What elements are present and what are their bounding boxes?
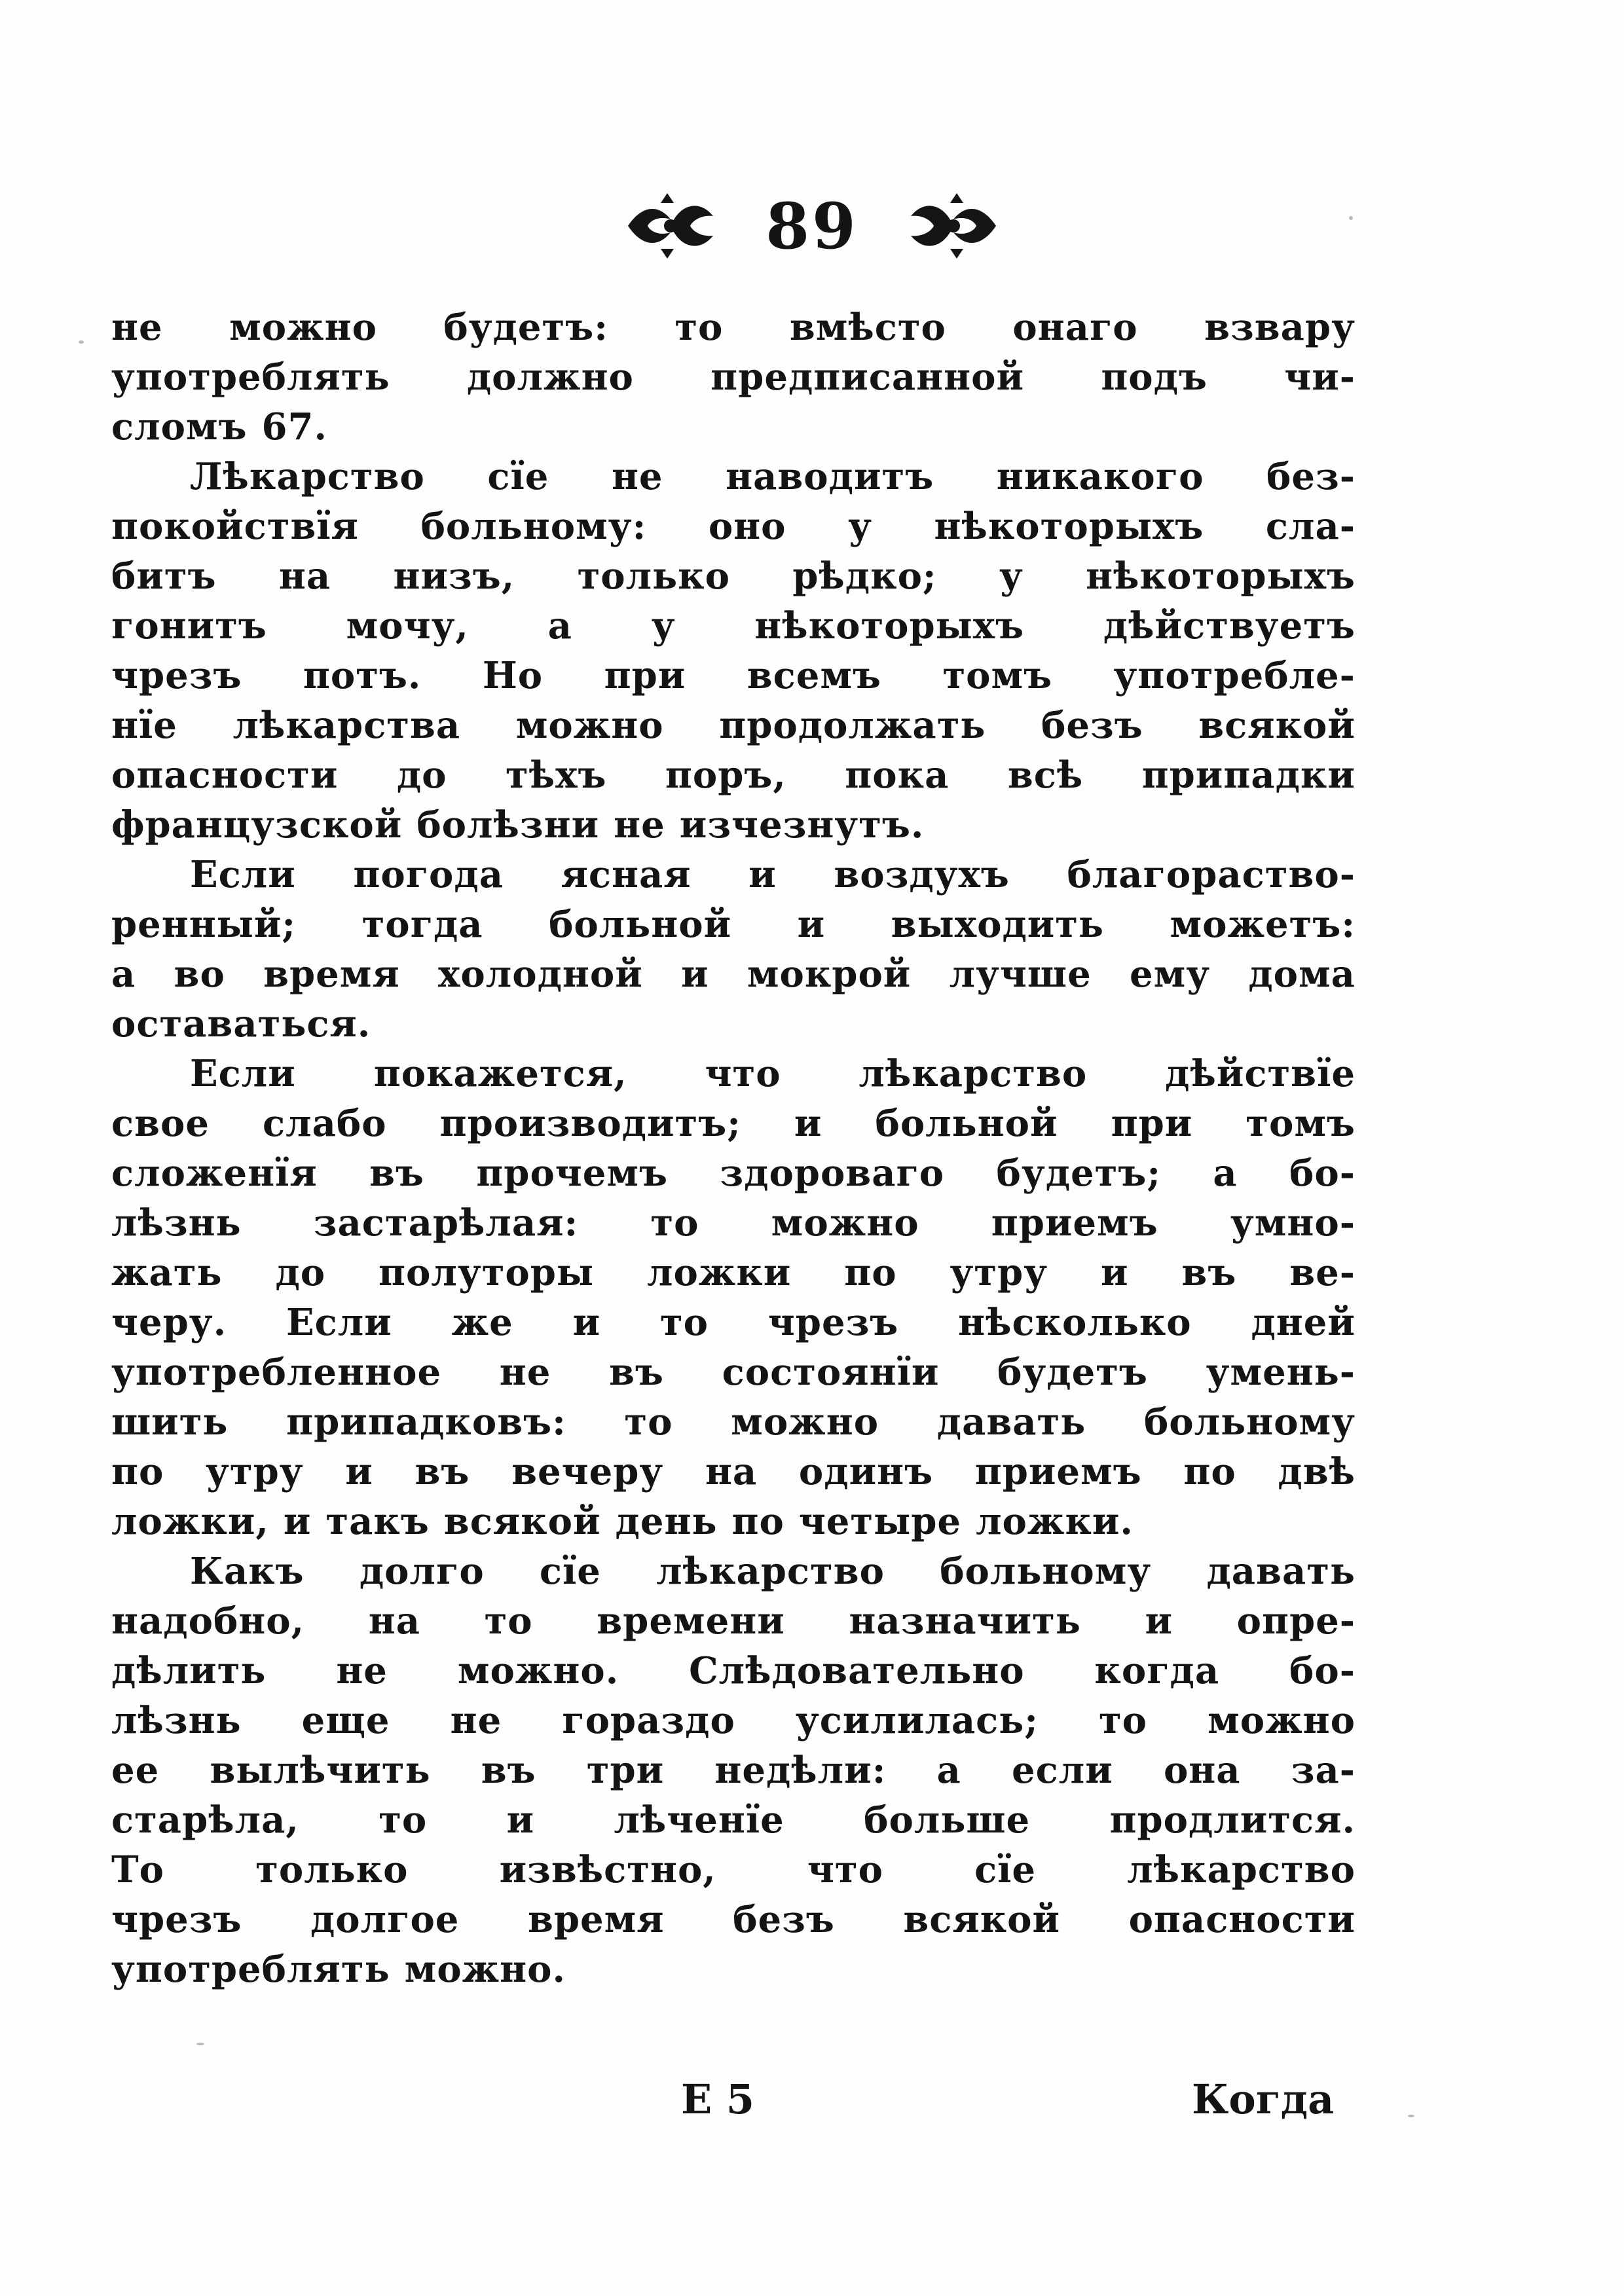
text-line: нїе лѣкарства можно продолжать безъ всякой [111,704,1356,747]
text-line: Если покажется, что лѣкарство дѣйствїе [190,1052,1356,1095]
text-line: сложенїя въ прочемъ здороваго будетъ; а бо- [111,1152,1356,1195]
paragraph [111,302,1356,452]
text-line: дѣлить не можно. Слѣдовательно когда бо- [111,1649,1356,1692]
text-line: свое слабо производитъ; и больной при томъ [111,1102,1356,1145]
paragraph [111,850,1356,1049]
text-line: лѣзнь застарѣлая: то можно приемъ умно- [111,1201,1356,1245]
text-line: не можно будетъ: то вмѣсто онаго взвару [111,306,1356,349]
fleuron-right-icon [904,190,1003,262]
text-line: чрезъ потъ. Но при всемъ томъ употребле- [111,654,1356,697]
paragraph [111,1049,1356,1546]
text-line: шить припадковъ: то можно давать больному [111,1400,1356,1444]
body-text [111,302,1356,1994]
text-line: черу. Если же и то чрезъ нѣсколько дней [111,1301,1356,1344]
text-line: лѣзнь еще не гораздо усилилась; то можно [111,1699,1356,1742]
text-line: Если погода ясная и воздухъ благораство- [190,853,1356,896]
fleuron-left-icon [621,190,720,262]
paper-speck [196,2043,204,2045]
text-line: употреблять должно предписанной подъ чи- [111,355,1356,399]
text-line: гонитъ мочу, а у нѣкоторыхъ дѣйствуетъ [111,604,1356,647]
signature-mark: E 5 [681,2075,754,2123]
page-header [0,177,1624,275]
page-number: 89 [766,189,858,263]
text-line: То только извѣстно, что сїе лѣкарство [111,1848,1356,1891]
text-line: а во время холодной и мокрой лучше ему дома [111,953,1356,996]
text-line: жать до полуторы ложки по утру и въ ве- [111,1251,1356,1294]
text-line: надобно, на то времени назначить и опре- [111,1599,1356,1643]
catchword: Когда [1192,2075,1335,2123]
paper-speck [79,340,84,344]
paragraph [111,452,1356,850]
text-line: Какъ долго сїе лѣкарство больному давать [190,1550,1356,1593]
text-line: ее вылѣчить въ три недѣли: а если она за- [111,1749,1356,1792]
text-line: ложки, и такъ всякой день по четыре ложки. [111,1500,1134,1543]
text-line: покойствїя больному: оно у нѣкоторыхъ сла- [111,505,1356,548]
text-line: французской болѣзни не изчезнутъ. [111,803,925,847]
text-line: битъ на низъ, только рѣдко; у нѣкоторыхъ [111,555,1356,598]
paragraph [111,1546,1356,1994]
text-line: ренный; тогда больной и выходить можетъ: [111,903,1356,946]
text-line: сломъ 67. [111,405,327,448]
text-line: по утру и въ вечеру на одинъ приемъ по двѣ [111,1450,1356,1493]
text-line: оставаться. [111,1002,371,1046]
text-line: Лѣкарство сїе не наводитъ никакого без- [190,455,1356,498]
text-line: употребленное не въ состоянїи будетъ умень- [111,1351,1356,1394]
page-footer [0,2075,1624,2141]
text-line: чрезъ долгое время безъ всякой опасности [111,1898,1356,1941]
text-line: опасности до тѣхъ поръ, пока всѣ припадки [111,754,1356,797]
text-line: старѣла, то и лѣченїе больше продлится. [111,1798,1356,1842]
text-line: употреблять можно. [111,1948,566,1991]
